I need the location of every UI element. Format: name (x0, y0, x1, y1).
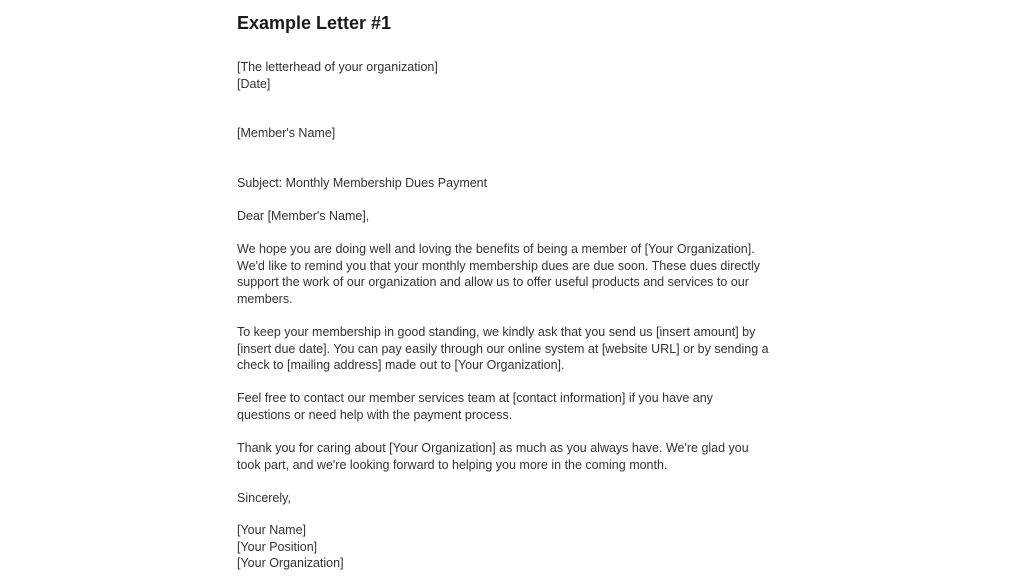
signature-position: [Your Position] (237, 539, 318, 554)
paragraph-line: members. (237, 291, 293, 306)
paragraph-line: questions or need help with the payment process. (237, 407, 513, 422)
body-paragraph-2 (237, 324, 769, 374)
salutation: Dear [Member's Name], (237, 209, 370, 223)
body-paragraph-1 (237, 241, 760, 307)
body-paragraph-3 (237, 390, 713, 423)
letter-document (237, 0, 782, 576)
page-title: Example Letter #1 (237, 13, 392, 33)
letter-header (237, 59, 438, 92)
body-paragraph-4 (237, 440, 749, 473)
paragraph-line: We hope you are doing well and loving the benefits of being a member of [Your Organization]. (237, 242, 755, 256)
paragraph-line: [insert due date]. You can pay easily through our online system at [website URL] or by sending a (237, 341, 769, 356)
paragraph-line: Feel free to contact our member services team at [contact information] if you have any (237, 391, 713, 405)
letterhead-placeholder: [The letterhead of your organization] (237, 60, 438, 74)
letter-subject: Subject: Monthly Membership Dues Payment (237, 176, 488, 190)
paragraph-line: We'd like to remind you that your monthly membership dues are due soon. These dues directly (237, 258, 761, 273)
signature-organization: [Your Organization] (237, 556, 344, 570)
paragraph-line: took part, and we're looking forward to helping you more in the coming month. (237, 457, 668, 472)
signature-name: [Your Name] (237, 523, 307, 537)
paragraph-line: check to [mailing address] made out to [Your Organization]. (237, 358, 565, 372)
paragraph-line: support the work of our organization and allow us to offer useful products and services to our (237, 275, 749, 289)
paragraph-line: Thank you for caring about [Your Organization] as much as you always have. We're glad you (237, 441, 749, 455)
date-placeholder: [Date] (237, 76, 271, 91)
signature-block (237, 522, 344, 572)
paragraph-line: To keep your membership in good standing, we kindly ask that you send us [insert amount] by (237, 325, 756, 339)
recipient-name: [Member's Name] (237, 126, 336, 140)
closing: Sincerely, (237, 491, 291, 505)
